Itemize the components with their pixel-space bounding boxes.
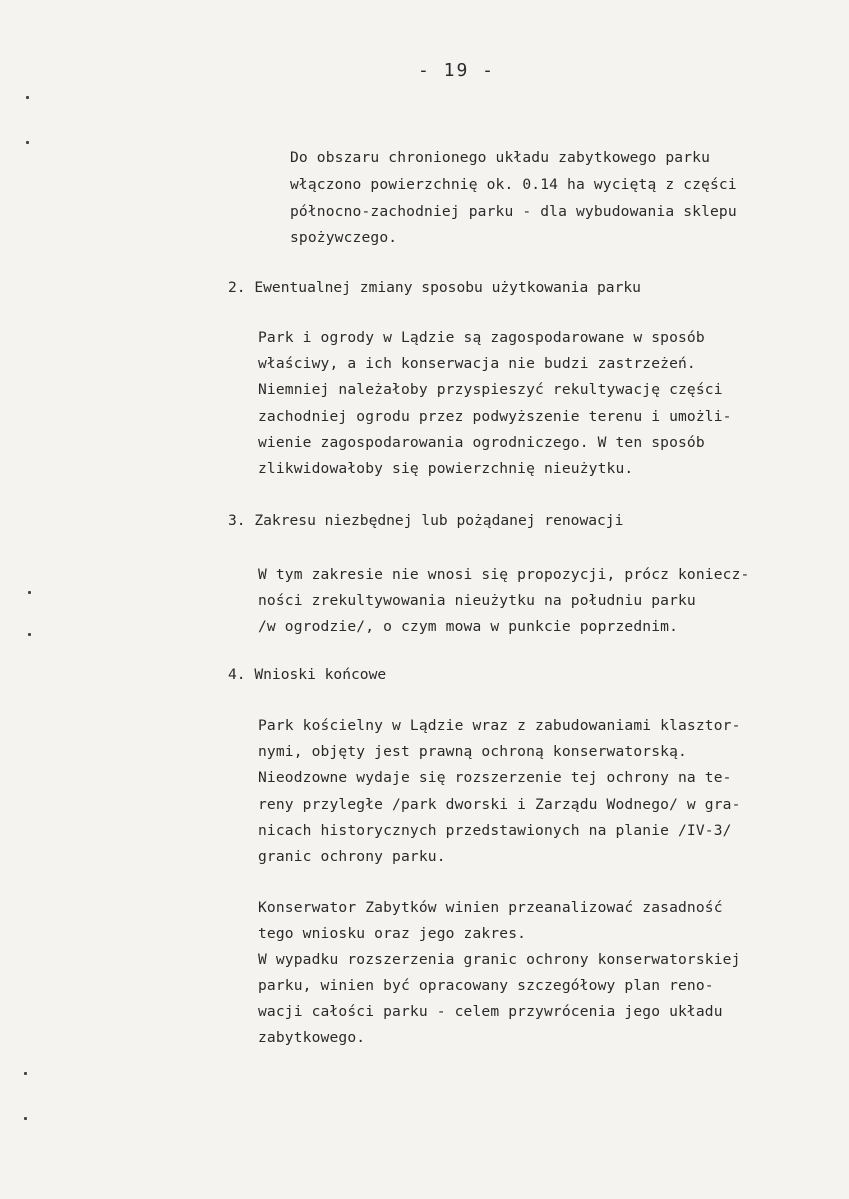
text-line: reny przyległe /park dworski i Zarządu Wodnego/ w gra- [258,796,741,813]
text-line: Do obszaru chronionego układu zabytkowego parku [290,149,711,166]
text-line: północno-zachodniej parku - dla wybudowania sklepu [290,203,737,220]
text-line: spożywczego. [290,229,398,246]
section-4-heading: 4. Wnioski końcowe [228,666,387,683]
margin-mark [26,141,29,144]
text-line: Nieodzowne wydaje się rozszerzenie tej ochrony na te- [258,769,732,786]
page-number: - 19 - [418,60,496,81]
margin-mark [26,96,29,99]
text-line: granic ochrony parku. [258,848,446,865]
section-3-heading: 3. Zakresu niezbędnej lub pożądanej renowacji [228,512,624,529]
text-line: właściwy, a ich konserwacja nie budzi zastrzeżeń. [258,355,696,372]
text-line: włączono powierzchnię ok. 0.14 ha wyciętą z części [290,176,737,193]
text-line: W wypadku rozszerzenia granic ochrony konserwatorskiej [258,951,741,968]
text-line: zlikwidowałoby się powierzchnię nieużytku. [258,460,634,477]
text-line: /w ogrodzie/, o czym mowa w punkcie poprzednim. [258,618,679,635]
margin-mark [28,591,31,594]
text-line: Park i ogrody w Lądzie są zagospodarowane w sposób [258,329,705,346]
text-line: nicach historycznych przedstawionych na planie /IV-3/ [258,822,732,839]
text-line: Konserwator Zabytków winien przeanalizować zasadność [258,899,723,916]
text-line: wienie zagospodarowania ogrodniczego. W ten sposób [258,434,705,451]
text-line: tego wniosku oraz jego zakres. [258,925,527,942]
text-line: wacji całości parku - celem przywrócenia jego układu [258,1003,723,1020]
text-line: zabytkowego. [258,1029,366,1046]
margin-mark [24,1117,27,1120]
text-line: nymi, objęty jest prawną ochroną konserwatorską. [258,743,687,760]
text-line: Niemniej należałoby przyspieszyć rekultywację części [258,381,723,398]
text-line: parku, winien być opracowany szczegółowy plan reno- [258,977,714,994]
margin-mark [24,1072,27,1075]
margin-mark [28,633,31,636]
text-line: Park kościelny w Lądzie wraz z zabudowaniami klasztor- [258,717,741,734]
section-2-heading: 2. Ewentualnej zmiany sposobu użytkowania parku [228,279,641,296]
text-line: zachodniej ogrodu przez podwyższenie terenu i umożli- [258,408,732,425]
text-line: ności zrekultywowania nieużytku na południu parku [258,592,696,609]
text-line: W tym zakresie nie wnosi się propozycji, prócz koniecz- [258,566,750,583]
